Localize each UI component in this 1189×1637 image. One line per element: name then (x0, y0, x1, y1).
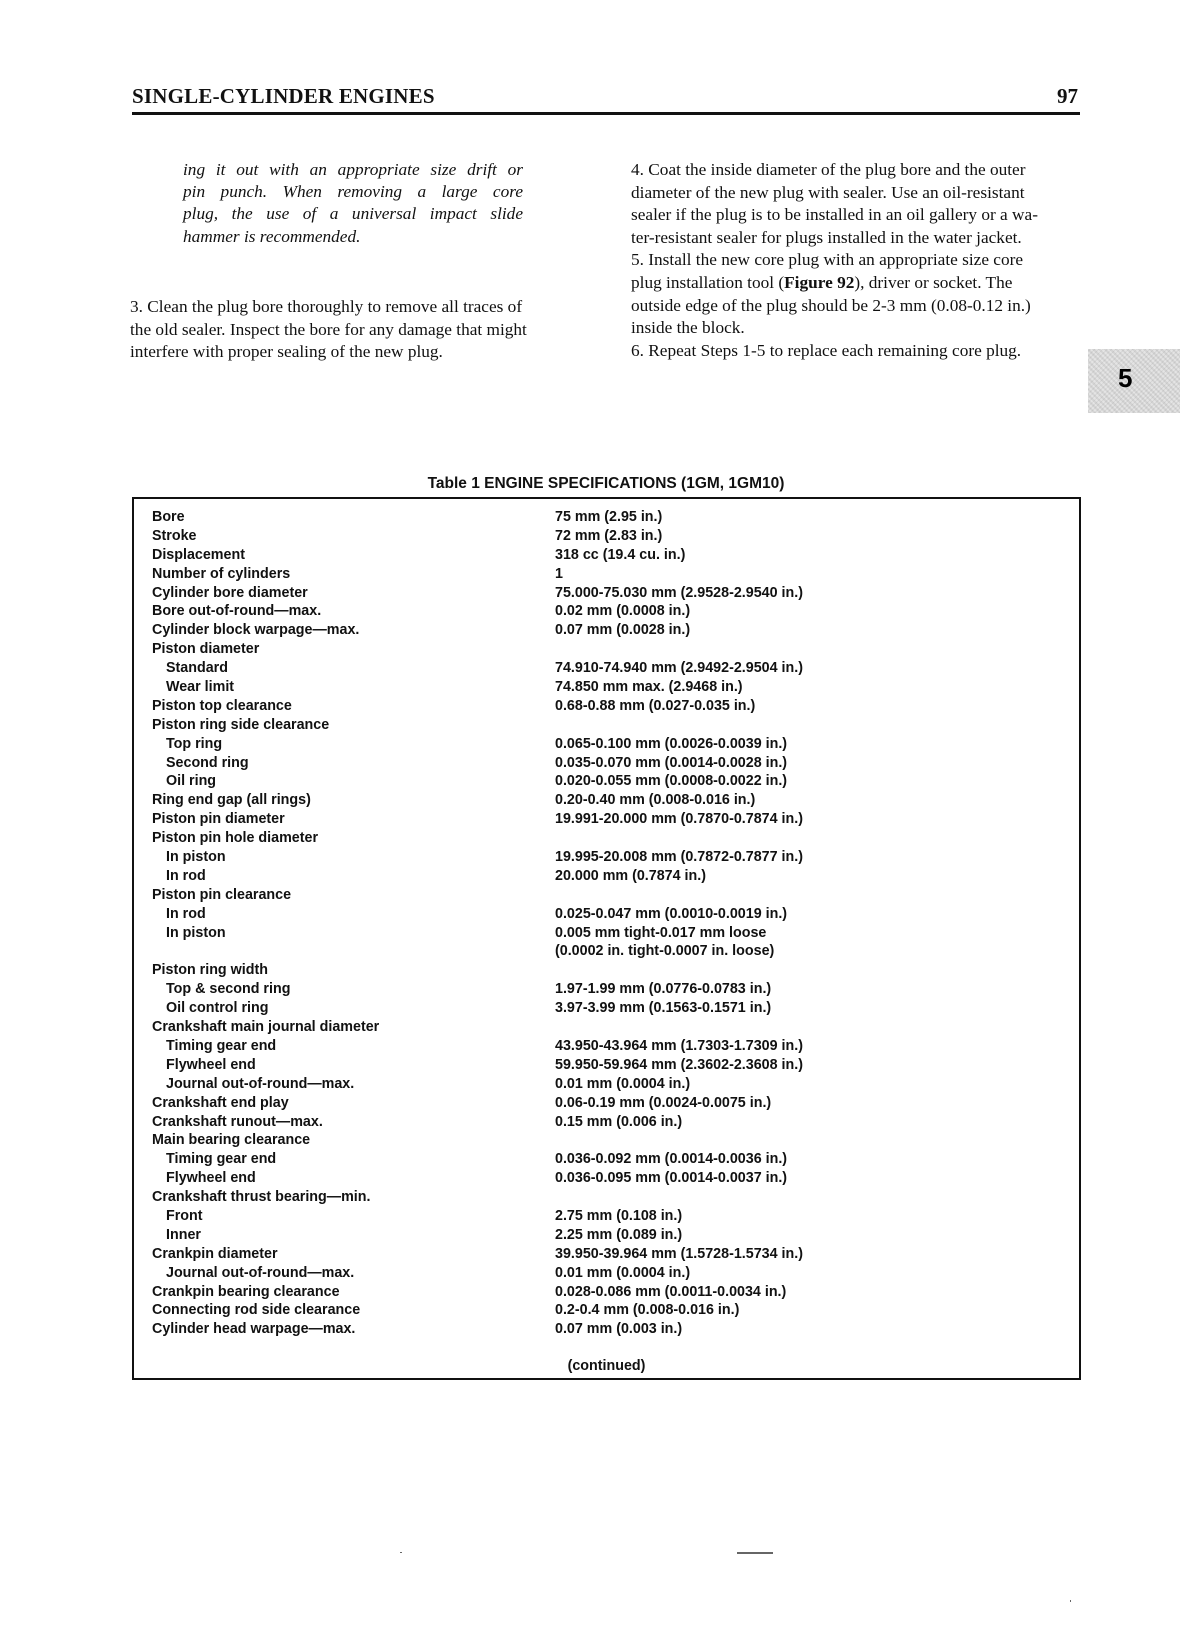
spec-label: In rod (166, 867, 206, 884)
spec-value: 0.036-0.095 mm (0.0014-0.0037 in.) (555, 1170, 788, 1187)
spec-label: Cylinder head warpage—max. (152, 1321, 356, 1338)
table-row (152, 867, 1072, 886)
table-row (152, 810, 1072, 829)
page-number: 97 (1057, 84, 1078, 108)
spec-value: 0.025-0.047 mm (0.0010-0.0019 in.) (555, 905, 788, 922)
engine-specifications-table (132, 497, 1081, 1380)
step-3-line: the old sealer. Inspect the bore for any damage that might (130, 319, 527, 339)
spec-label: Piston pin hole diameter (152, 830, 319, 847)
spec-value: 20.000 mm (0.7874 in.) (555, 867, 706, 884)
spec-label: Piston pin diameter (152, 811, 285, 828)
scan-speck (400, 1552, 402, 1553)
spec-label: Piston ring width (152, 962, 268, 979)
spec-value: 74.910-74.940 mm (2.9492-2.9504 in.) (555, 660, 803, 677)
table-row (152, 754, 1072, 773)
spec-value: 0.020-0.055 mm (0.0008-0.0022 in.) (555, 773, 788, 790)
spec-label: In piston (166, 924, 226, 941)
spec-label: Journal out-of-round—max. (166, 1075, 355, 1092)
table-row (152, 848, 1072, 867)
spec-label: Stroke (152, 527, 197, 544)
table-row (152, 886, 1072, 905)
spec-value: 39.950-39.964 mm (1.5728-1.5734 in.) (555, 1245, 803, 1262)
table-row (152, 961, 1072, 980)
spec-value: 1 (555, 565, 563, 582)
spec-label: Bore (152, 509, 185, 525)
spec-label: Front (166, 1207, 203, 1224)
spec-label: Crankshaft end play (152, 1094, 289, 1111)
spec-value: (0.0002 in. tight-0.0007 in. loose) (555, 943, 775, 960)
spec-label: Piston pin clearance (152, 886, 292, 903)
step-4-line: diameter of the new plug with sealer. Use an oil-resistant (631, 182, 1025, 202)
note-line: plug, the use of a universal impact slide (183, 204, 523, 224)
spec-label: Oil control ring (166, 1000, 269, 1017)
spec-label: Piston ring side clearance (152, 716, 330, 733)
italic-note (183, 159, 523, 248)
table-row (152, 1150, 1072, 1169)
table-row (152, 697, 1072, 716)
spec-value: 0.02 mm (0.0008 in.) (555, 603, 691, 620)
spec-value: 0.01 mm (0.0004 in.) (555, 1075, 691, 1092)
table-row (152, 735, 1072, 754)
spec-label: Displacement (152, 546, 245, 563)
table-row (152, 1056, 1072, 1075)
spec-label: Flywheel end (166, 1056, 256, 1073)
spec-label: Piston diameter (152, 641, 260, 658)
table-row (152, 980, 1072, 999)
table-row (152, 1207, 1072, 1226)
figure-reference: Figure 92 (784, 272, 855, 292)
table-row (152, 1131, 1072, 1150)
note-line: pin punch. When removing a large core (183, 182, 523, 202)
step-3-paragraph (130, 296, 590, 364)
table-row (152, 772, 1072, 791)
spec-value: 0.036-0.092 mm (0.0014-0.0036 in.) (555, 1151, 788, 1168)
spec-label: Ring end gap (all rings) (152, 792, 311, 809)
table-row (152, 829, 1072, 848)
spec-value: 75 mm (2.95 in.) (555, 509, 663, 525)
chapter-number: 5 (1118, 363, 1133, 393)
spec-value: 1.97-1.99 mm (0.0776-0.0783 in.) (555, 981, 772, 998)
spec-value: 0.20-0.40 mm (0.008-0.016 in.) (555, 792, 756, 809)
spec-label: Crankshaft main journal diameter (152, 1019, 380, 1036)
step-5-line: 5. Install the new core plug with an appropriate size core (631, 250, 1024, 270)
note-line: hammer is recommended. (183, 226, 361, 246)
table-row (152, 527, 1072, 546)
table-row (152, 924, 1072, 943)
table-row (152, 1245, 1072, 1264)
table-row (152, 1188, 1072, 1207)
table-row (152, 584, 1072, 603)
spec-label: Crankpin bearing clearance (152, 1283, 340, 1300)
table-row (152, 546, 1072, 565)
spec-value: 0.005 mm tight-0.017 mm loose (555, 924, 767, 941)
chapter-tab (1088, 349, 1180, 413)
step-3-line: 3. Clean the plug bore thoroughly to remove all traces of (130, 297, 523, 316)
table-row (152, 621, 1072, 640)
spec-value: 59.950-59.964 mm (2.3602-2.3608 in.) (555, 1056, 803, 1073)
spec-value: 0.035-0.070 mm (0.0014-0.0028 in.) (555, 754, 788, 771)
spec-value: 0.07 mm (0.0028 in.) (555, 622, 691, 639)
spec-value: 0.2-0.4 mm (0.008-0.016 in.) (555, 1302, 740, 1319)
spec-label: Journal out-of-round—max. (166, 1264, 355, 1281)
step-4-line: 4. Coat the inside diameter of the plug bore and the outer (631, 160, 1026, 179)
spec-label: Wear limit (166, 679, 235, 696)
spec-value: 74.850 mm max. (2.9468 in.) (555, 679, 743, 696)
step-4-line: ter-resistant sealer for plugs installed in the water jacket. (631, 227, 1022, 247)
step-5-line: outside edge of the plug should be 2-3 mm (0.08-0.12 in.) (631, 295, 1031, 315)
spec-label: Cylinder block warpage—max. (152, 622, 360, 639)
step-3-line: interfere with proper sealing of the new plug. (130, 342, 443, 361)
spec-label: Piston top clearance (152, 697, 292, 714)
spec-value: 19.991-20.000 mm (0.7870-0.7874 in.) (555, 811, 803, 828)
step-5-line: inside the block. (631, 318, 745, 338)
spec-value: 3.97-3.99 mm (0.1563-0.1571 in.) (555, 1000, 772, 1017)
chapter-title: SINGLE-CYLINDER ENGINES (132, 84, 435, 108)
spec-label: In piston (166, 849, 226, 866)
table-row (152, 508, 1072, 527)
spec-label: In rod (166, 905, 206, 922)
table-row (152, 716, 1072, 735)
spec-value: 0.065-0.100 mm (0.0026-0.0039 in.) (555, 735, 788, 752)
spec-label: Connecting rod side clearance (152, 1302, 361, 1319)
spec-label: Inner (166, 1226, 201, 1243)
spec-label: Top ring (166, 735, 223, 752)
table-row (152, 1169, 1072, 1188)
table-row (152, 1264, 1072, 1283)
right-column (631, 159, 1081, 362)
spec-value: 0.07 mm (0.003 in.) (555, 1321, 683, 1338)
spec-label: Number of cylinders (152, 565, 291, 582)
table-row (152, 791, 1072, 810)
scan-speck (737, 1552, 773, 1554)
table-row (152, 999, 1072, 1018)
spec-label: Crankshaft runout—max. (152, 1113, 323, 1130)
table-row (152, 1226, 1072, 1245)
spec-value: 2.75 mm (0.108 in.) (555, 1207, 683, 1224)
step-5-line-figure-ref (631, 272, 1081, 295)
spec-value: 72 mm (2.83 in.) (555, 527, 663, 544)
spec-label: Top & second ring (166, 981, 291, 998)
table-row (152, 565, 1072, 584)
spec-value: 0.06-0.19 mm (0.0024-0.0075 in.) (555, 1094, 772, 1111)
spec-value: 43.950-43.964 mm (1.7303-1.7309 in.) (555, 1037, 803, 1054)
table-row (152, 659, 1072, 678)
table-row (152, 1113, 1072, 1132)
table-row (152, 942, 1072, 961)
spec-label: Cylinder bore diameter (152, 584, 308, 601)
scan-speck (1070, 1600, 1071, 1602)
spec-value: 19.995-20.008 mm (0.7872-0.7877 in.) (555, 849, 803, 866)
table-row (152, 678, 1072, 697)
step-4-line: sealer if the plug is to be installed in an oil gallery or a wa- (631, 205, 1038, 225)
spec-label: Bore out-of-round—max. (152, 603, 322, 620)
spec-label: Crankshaft thrust bearing—min. (152, 1189, 371, 1206)
spec-value: 318 cc (19.4 cu. in.) (555, 546, 686, 563)
spec-rows (152, 508, 1072, 1339)
table-row (152, 1094, 1072, 1113)
table-row (152, 1301, 1072, 1320)
table-title: Table 1 ENGINE SPECIFICATIONS (1GM, 1GM10) (427, 475, 785, 492)
spec-label: Standard (166, 660, 228, 677)
spec-label: Flywheel end (166, 1170, 256, 1187)
note-line: ing it out with an appropriate size drift or (183, 160, 523, 179)
table-row (152, 1283, 1072, 1302)
spec-label: Main bearing clearance (152, 1132, 311, 1149)
table-row (152, 1320, 1072, 1339)
table-row (152, 1075, 1072, 1094)
spec-value: 0.15 mm (0.006 in.) (555, 1113, 683, 1130)
spec-label: Oil ring (166, 773, 217, 790)
spec-label: Timing gear end (166, 1037, 277, 1054)
table-row (152, 640, 1072, 659)
spec-value: 2.25 mm (0.089 in.) (555, 1226, 683, 1243)
spec-label: Timing gear end (166, 1151, 277, 1168)
spec-value: 0.028-0.086 mm (0.0011-0.0034 in.) (555, 1283, 787, 1300)
text: ), driver or socket. The (854, 272, 1013, 292)
page-header (132, 84, 1080, 115)
table-row (152, 602, 1072, 621)
table-row (152, 905, 1072, 924)
spec-label: Crankpin diameter (152, 1245, 278, 1262)
text: plug installation tool ( (631, 272, 785, 292)
table-continued-note: (continued) (567, 1358, 646, 1374)
spec-value: 0.68-0.88 mm (0.027-0.035 in.) (555, 697, 756, 714)
table-row (152, 1037, 1072, 1056)
table-row (152, 1018, 1072, 1037)
spec-label: Second ring (166, 754, 249, 771)
spec-value: 0.01 mm (0.0004 in.) (555, 1264, 691, 1281)
step-6-line: 6. Repeat Steps 1-5 to replace each remaining core plug. (631, 340, 1022, 360)
spec-value: 75.000-75.030 mm (2.9528-2.9540 in.) (555, 584, 803, 601)
